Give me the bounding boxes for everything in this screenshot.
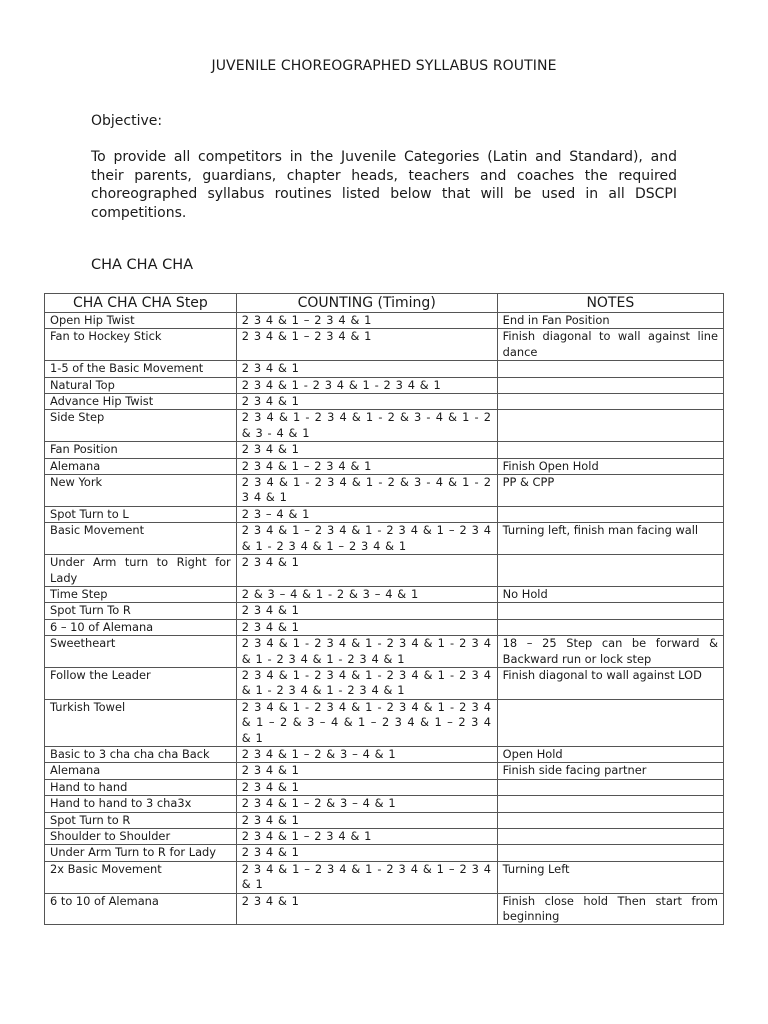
notes-cell: [497, 394, 723, 410]
table-header-row: [45, 294, 724, 313]
step-cell: Shoulder to Shoulder: [45, 829, 237, 845]
section-heading: CHA CHA CHA: [91, 257, 194, 273]
table-row: [45, 619, 724, 635]
table-row: [45, 361, 724, 377]
count-cell: 2 3 4 & 1: [236, 361, 497, 377]
count-cell: 2 3 4 & 1 – 2 3 4 & 1 - 2 3 4 & 1 – 2 3 4 & 1 - 2 3 4 & 1 – 2 3 4 & 1: [236, 523, 497, 555]
notes-cell: [497, 442, 723, 458]
step-cell: Basic Movement: [45, 523, 237, 555]
column-header-step: CHA CHA CHA Step: [45, 294, 237, 313]
notes-cell: [497, 377, 723, 393]
step-cell: Fan to Hockey Stick: [45, 329, 237, 361]
table-row: [45, 410, 724, 442]
notes-cell: [497, 506, 723, 522]
table-row: [45, 636, 724, 668]
step-cell: 1-5 of the Basic Movement: [45, 361, 237, 377]
count-cell: 2 3 4 & 1 – 2 & 3 – 4 & 1: [236, 746, 497, 762]
count-cell: 2 3 4 & 1: [236, 555, 497, 587]
column-header-notes: NOTES: [497, 294, 723, 313]
notes-cell: [497, 845, 723, 861]
step-cell: Alemana: [45, 458, 237, 474]
step-cell: Spot Turn to R: [45, 812, 237, 828]
table-row: [45, 523, 724, 555]
notes-cell: No Hold: [497, 586, 723, 602]
notes-cell: [497, 829, 723, 845]
step-cell: Fan Position: [45, 442, 237, 458]
table-row: [45, 763, 724, 779]
table-body: [45, 313, 724, 925]
table-row: [45, 746, 724, 762]
notes-cell: [497, 699, 723, 746]
table-row: [45, 586, 724, 602]
notes-cell: Turning Left: [497, 861, 723, 893]
count-cell: 2 3 4 & 1: [236, 603, 497, 619]
table-row: [45, 394, 724, 410]
step-cell: Hand to hand: [45, 779, 237, 795]
table-row: [45, 475, 724, 507]
table-row: [45, 555, 724, 587]
table-row: [45, 699, 724, 746]
notes-cell: [497, 619, 723, 635]
syllabus-table: [44, 293, 724, 925]
count-cell: 2 3 4 & 1: [236, 442, 497, 458]
count-cell: 2 3 4 & 1 - 2 3 4 & 1 - 2 3 4 & 1 - 2 3 4 & 1 – 2 & 3 – 4 & 1 – 2 3 4 & 1 – 2 3 4 & 1: [236, 699, 497, 746]
step-cell: New York: [45, 475, 237, 507]
step-cell: Open Hip Twist: [45, 313, 237, 329]
table-row: [45, 458, 724, 474]
table-row: [45, 893, 724, 925]
notes-cell: [497, 779, 723, 795]
step-cell: 6 – 10 of Alemana: [45, 619, 237, 635]
table-header: [45, 294, 724, 313]
count-cell: 2 3 4 & 1 – 2 3 4 & 1 - 2 3 4 & 1 – 2 3 4 & 1: [236, 861, 497, 893]
notes-cell: [497, 410, 723, 442]
step-cell: Sweetheart: [45, 636, 237, 668]
table-row: [45, 313, 724, 329]
count-cell: 2 3 – 4 & 1: [236, 506, 497, 522]
step-cell: Under Arm turn to Right for Lady: [45, 555, 237, 587]
table-row: [45, 845, 724, 861]
count-cell: 2 3 4 & 1 - 2 3 4 & 1 - 2 3 4 & 1 - 2 3 4 & 1 - 2 3 4 & 1 - 2 3 4 & 1: [236, 667, 497, 699]
count-cell: 2 3 4 & 1: [236, 394, 497, 410]
step-cell: Basic to 3 cha cha cha Back: [45, 746, 237, 762]
notes-cell: [497, 603, 723, 619]
step-cell: Turkish Towel: [45, 699, 237, 746]
step-cell: Time Step: [45, 586, 237, 602]
step-cell: Side Step: [45, 410, 237, 442]
notes-cell: Finish diagonal to wall against LOD: [497, 667, 723, 699]
count-cell: 2 3 4 & 1 - 2 3 4 & 1 - 2 & 3 - 4 & 1 - 2 & 3 - 4 & 1: [236, 410, 497, 442]
notes-cell: Finish Open Hold: [497, 458, 723, 474]
step-cell: 6 to 10 of Alemana: [45, 893, 237, 925]
count-cell: 2 3 4 & 1: [236, 893, 497, 925]
count-cell: 2 & 3 – 4 & 1 - 2 & 3 – 4 & 1: [236, 586, 497, 602]
step-cell: 2x Basic Movement: [45, 861, 237, 893]
table-row: [45, 667, 724, 699]
notes-cell: Open Hold: [497, 746, 723, 762]
objective-label: Objective:: [91, 113, 163, 129]
notes-cell: [497, 796, 723, 812]
table-row: [45, 812, 724, 828]
step-cell: Hand to hand to 3 cha3x: [45, 796, 237, 812]
count-cell: 2 3 4 & 1: [236, 845, 497, 861]
table-row: [45, 442, 724, 458]
count-cell: 2 3 4 & 1 – 2 & 3 – 4 & 1: [236, 796, 497, 812]
step-cell: Spot Turn To R: [45, 603, 237, 619]
table-row: [45, 377, 724, 393]
table-row: [45, 779, 724, 795]
count-cell: 2 3 4 & 1 – 2 3 4 & 1: [236, 329, 497, 361]
notes-cell: 18 – 25 Step can be forward & Backward run or lock step: [497, 636, 723, 668]
step-cell: Advance Hip Twist: [45, 394, 237, 410]
page-title: JUVENILE CHOREOGRAPHED SYLLABUS ROUTINE: [211, 58, 557, 74]
count-cell: 2 3 4 & 1 – 2 3 4 & 1: [236, 458, 497, 474]
step-cell: Follow the Leader: [45, 667, 237, 699]
notes-cell: [497, 361, 723, 377]
column-header-counting: COUNTING (Timing): [236, 294, 497, 313]
notes-cell: Finish side facing partner: [497, 763, 723, 779]
count-cell: 2 3 4 & 1 - 2 3 4 & 1 - 2 & 3 - 4 & 1 - 2 3 4 & 1: [236, 475, 497, 507]
table-row: [45, 829, 724, 845]
count-cell: 2 3 4 & 1: [236, 619, 497, 635]
count-cell: 2 3 4 & 1 – 2 3 4 & 1: [236, 829, 497, 845]
count-cell: 2 3 4 & 1: [236, 763, 497, 779]
table-row: [45, 506, 724, 522]
count-cell: 2 3 4 & 1: [236, 812, 497, 828]
step-cell: Under Arm Turn to R for Lady: [45, 845, 237, 861]
step-cell: Spot Turn to L: [45, 506, 237, 522]
notes-cell: Turning left, finish man facing wall: [497, 523, 723, 555]
table-row: [45, 603, 724, 619]
notes-cell: Finish close hold Then start from beginning: [497, 893, 723, 925]
notes-cell: Finish diagonal to wall against line dance: [497, 329, 723, 361]
count-cell: 2 3 4 & 1: [236, 779, 497, 795]
table-row: [45, 329, 724, 361]
notes-cell: [497, 812, 723, 828]
table-row: [45, 861, 724, 893]
count-cell: 2 3 4 & 1 – 2 3 4 & 1: [236, 313, 497, 329]
notes-cell: PP & CPP: [497, 475, 723, 507]
notes-cell: End in Fan Position: [497, 313, 723, 329]
step-cell: Alemana: [45, 763, 237, 779]
count-cell: 2 3 4 & 1 - 2 3 4 & 1 - 2 3 4 & 1: [236, 377, 497, 393]
notes-cell: [497, 555, 723, 587]
step-cell: Natural Top: [45, 377, 237, 393]
count-cell: 2 3 4 & 1 - 2 3 4 & 1 - 2 3 4 & 1 - 2 3 4 & 1 - 2 3 4 & 1 - 2 3 4 & 1: [236, 636, 497, 668]
table-row: [45, 796, 724, 812]
objective-paragraph: To provide all competitors in the Juvenile Categories (Latin and Standard), and their parents, guardians, chapter heads, teachers and coaches the required choreographed syllabus routines listed below that will be used in all DSCPI competitions.: [91, 149, 677, 221]
